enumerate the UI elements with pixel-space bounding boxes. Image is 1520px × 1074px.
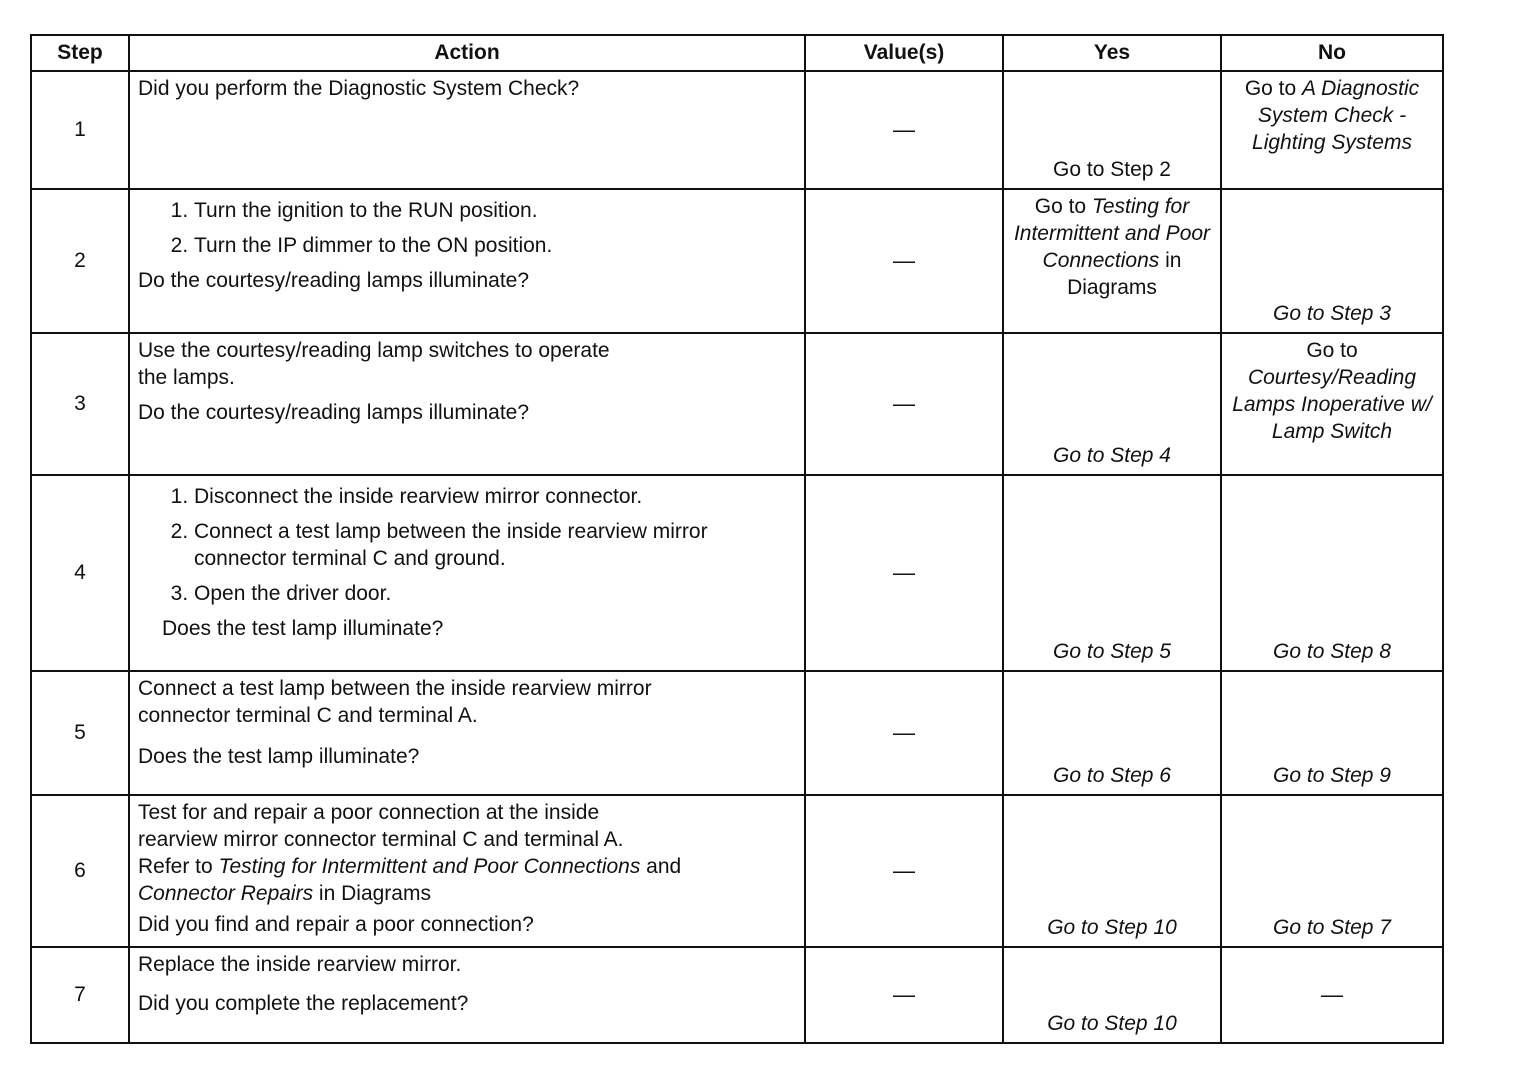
header-values: Value(s) <box>805 35 1003 71</box>
diagnostic-table <box>30 34 1444 1044</box>
yes-cell: Go to Step 6 <box>1003 671 1221 795</box>
step-number: 3 <box>31 333 129 475</box>
action-cell <box>129 333 805 475</box>
action-text-line: Use the courtesy/reading lamp switches to operate <box>138 339 610 362</box>
refer-suffix: in Diagrams <box>313 881 431 905</box>
action-text-line: Test for and repair a poor connection at the inside <box>138 801 600 824</box>
yes-cell <box>1003 189 1221 333</box>
value-cell: — <box>805 795 1003 947</box>
no-reference: A Diagnostic System Check - Lighting Systems <box>1252 77 1420 154</box>
no-prefix: Go to <box>1306 339 1358 362</box>
value-cell: — <box>805 947 1003 1043</box>
yes-cell: Go to Step 10 <box>1003 947 1221 1043</box>
table-row <box>31 795 1443 947</box>
step-number: 6 <box>31 795 129 947</box>
action-text-line: rearview mirror connector terminal C and terminal A. <box>138 827 624 851</box>
table-row <box>31 333 1443 475</box>
value-cell: — <box>805 671 1003 795</box>
header-action: Action <box>129 35 805 71</box>
no-cell: — <box>1221 947 1443 1043</box>
action-cell <box>129 795 805 947</box>
action-step: 2. Turn the IP dimmer to the ON position. <box>194 233 796 260</box>
yes-cell: Go to Step 10 <box>1003 795 1221 947</box>
action-question: Do the courtesy/reading lamps illuminate? <box>138 400 530 424</box>
step-number: 1 <box>31 71 129 189</box>
table-row <box>31 947 1443 1043</box>
refer-prefix: Refer to <box>138 854 219 878</box>
action-refer <box>138 881 796 908</box>
step-number: 5 <box>31 671 129 795</box>
no-cell: Go to Step 7 <box>1221 795 1443 947</box>
action-steps <box>138 484 796 608</box>
yes-cell: Go to Step 2 <box>1003 71 1221 189</box>
action-question: Did you find and repair a poor connection? <box>138 912 534 936</box>
action-question: Do the courtesy/reading lamps illuminate? <box>138 268 530 292</box>
refer-and: and <box>640 854 682 878</box>
value-cell: — <box>805 189 1003 333</box>
action-text-line: Connect a test lamp between the inside rearview mirror <box>138 677 652 700</box>
action-text-line: connector terminal C and terminal A. <box>138 703 478 727</box>
no-cell <box>1221 71 1443 189</box>
table-row <box>31 71 1443 189</box>
no-cell: Go to Step 3 <box>1221 189 1443 333</box>
value-cell: — <box>805 333 1003 475</box>
action-text-line: the lamps. <box>138 365 235 389</box>
value-cell: — <box>805 71 1003 189</box>
action-question: Does the test lamp illuminate? <box>138 744 420 768</box>
action-step: 1. Disconnect the inside rearview mirror connector. <box>194 484 796 511</box>
table-row <box>31 671 1443 795</box>
action-question: Did you perform the Diagnostic System Check? <box>138 77 580 100</box>
value-cell: — <box>805 475 1003 671</box>
action-question: Does the test lamp illuminate? <box>162 616 444 640</box>
header-yes: Yes <box>1003 35 1221 71</box>
yes-suffix: in Diagrams <box>1067 248 1182 299</box>
step-number: 4 <box>31 475 129 671</box>
no-prefix: Go to <box>1244 77 1303 100</box>
action-steps <box>138 198 796 260</box>
no-cell: Go to Step 8 <box>1221 475 1443 671</box>
action-step: 3. Open the driver door. <box>194 581 796 608</box>
action-step: 1. Turn the ignition to the RUN position. <box>194 198 796 225</box>
no-reference: Courtesy/Reading Lamps Inoperative w/ Lamp Switch <box>1232 365 1432 443</box>
header-step: Step <box>31 35 129 71</box>
action-cell <box>129 189 805 333</box>
refer-reference: Testing for Intermittent and Poor Connections <box>218 854 641 878</box>
yes-reference: Testing for Intermittent and Poor Connections <box>1013 195 1211 272</box>
yes-cell: Go to Step 4 <box>1003 333 1221 475</box>
action-cell <box>129 947 805 1043</box>
header-no: No <box>1221 35 1443 71</box>
action-cell <box>129 475 805 671</box>
action-cell <box>129 71 805 189</box>
no-cell: Go to Step 9 <box>1221 671 1443 795</box>
header-row <box>31 35 1443 71</box>
step-number: 2 <box>31 189 129 333</box>
action-step: 2. Connect a test lamp between the inside rearview mirror connector terminal C and ground. <box>194 519 796 573</box>
table-row <box>31 475 1443 671</box>
action-refer <box>138 854 796 881</box>
yes-prefix: Go to <box>1034 195 1092 218</box>
table-row <box>31 189 1443 333</box>
yes-cell: Go to Step 5 <box>1003 475 1221 671</box>
no-cell <box>1221 333 1443 475</box>
action-cell <box>129 671 805 795</box>
refer-reference: Connector Repairs <box>138 881 314 905</box>
step-number: 7 <box>31 947 129 1043</box>
action-question: Did you complete the replacement? <box>138 991 469 1015</box>
action-text-line: Replace the inside rearview mirror. <box>138 953 462 976</box>
